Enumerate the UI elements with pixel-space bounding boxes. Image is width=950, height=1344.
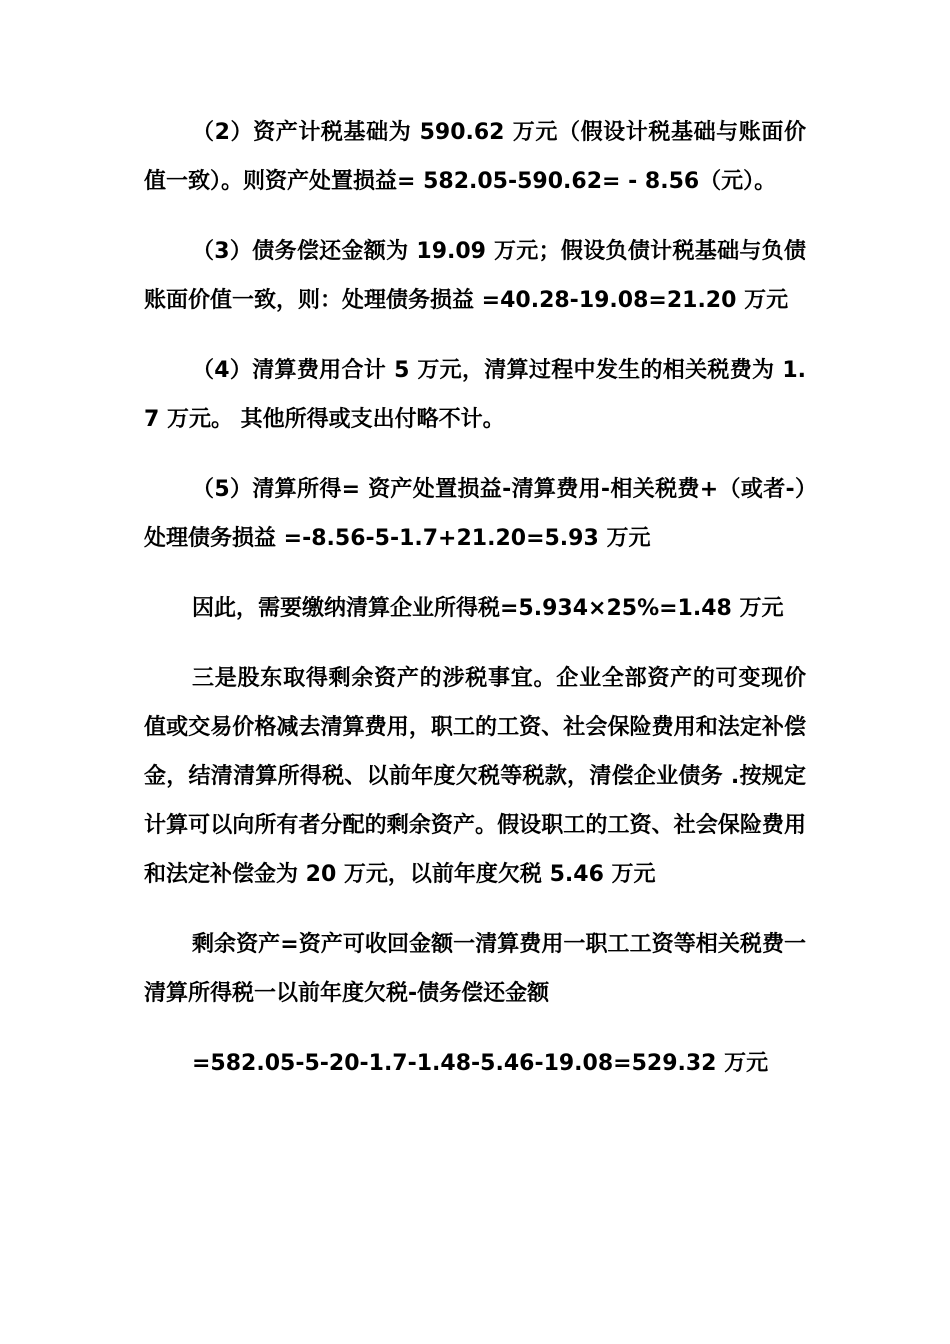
document-page — [144, 108, 806, 1088]
paragraph-asset-tax-basis: （2）资产计税基础为 590.62 万元（假设计税基础与账面价值一致）。则资产处置损益= 582.05-590.62= - 8.56（元）。 — [144, 120, 806, 194]
paragraph-liquidation-income: （5）清算所得= 资产处置损益-清算费用-相关税费+（或者-）处理债务损益 =-8.56-5-1.7+21.20=5.93 万元 — [144, 477, 806, 551]
paragraph-liquidation-fees: （4）清算费用合计 5 万元，清算过程中发生的相关税费为 1.7 万元。 其他所得或支出付略不计。 — [144, 358, 806, 432]
paragraph-debt-repayment: （3）债务偿还金额为 19.09 万元；假设负债计税基础与负债账面价值一致，则：处理债务损益 =40.28-19.08=21.20 万元 — [144, 239, 806, 313]
paragraph-remaining-assets-result: =582.05-5-20-1.7-1.48-5.46-19.08=529.32 万元 — [192, 1051, 769, 1076]
paragraph-shareholder-remaining-assets: 三是股东取得剩余资产的涉税事宜。企业全部资产的可变现价值或交易价格减去清算费用，职工的工资、社会保险费用和法定补偿金，结清清算所得税、以前年度欠税等税款，清偿企业债务 .按规定计算可以向所有者分配的剩余资产。假设职工的工资、社会保险费用和法定补偿金为 20 万元，以前年度欠税 5.46 万元 — [144, 666, 806, 887]
paragraph-income-tax: 因此，需要缴纳清算企业所得税=5.934×25%=1.48 万元 — [192, 596, 784, 621]
paragraph-remaining-assets-formula: 剩余资产=资产可收回金额一清算费用一职工工资等相关税费一清算所得税一以前年度欠税-债务偿还金额 — [144, 932, 806, 1006]
